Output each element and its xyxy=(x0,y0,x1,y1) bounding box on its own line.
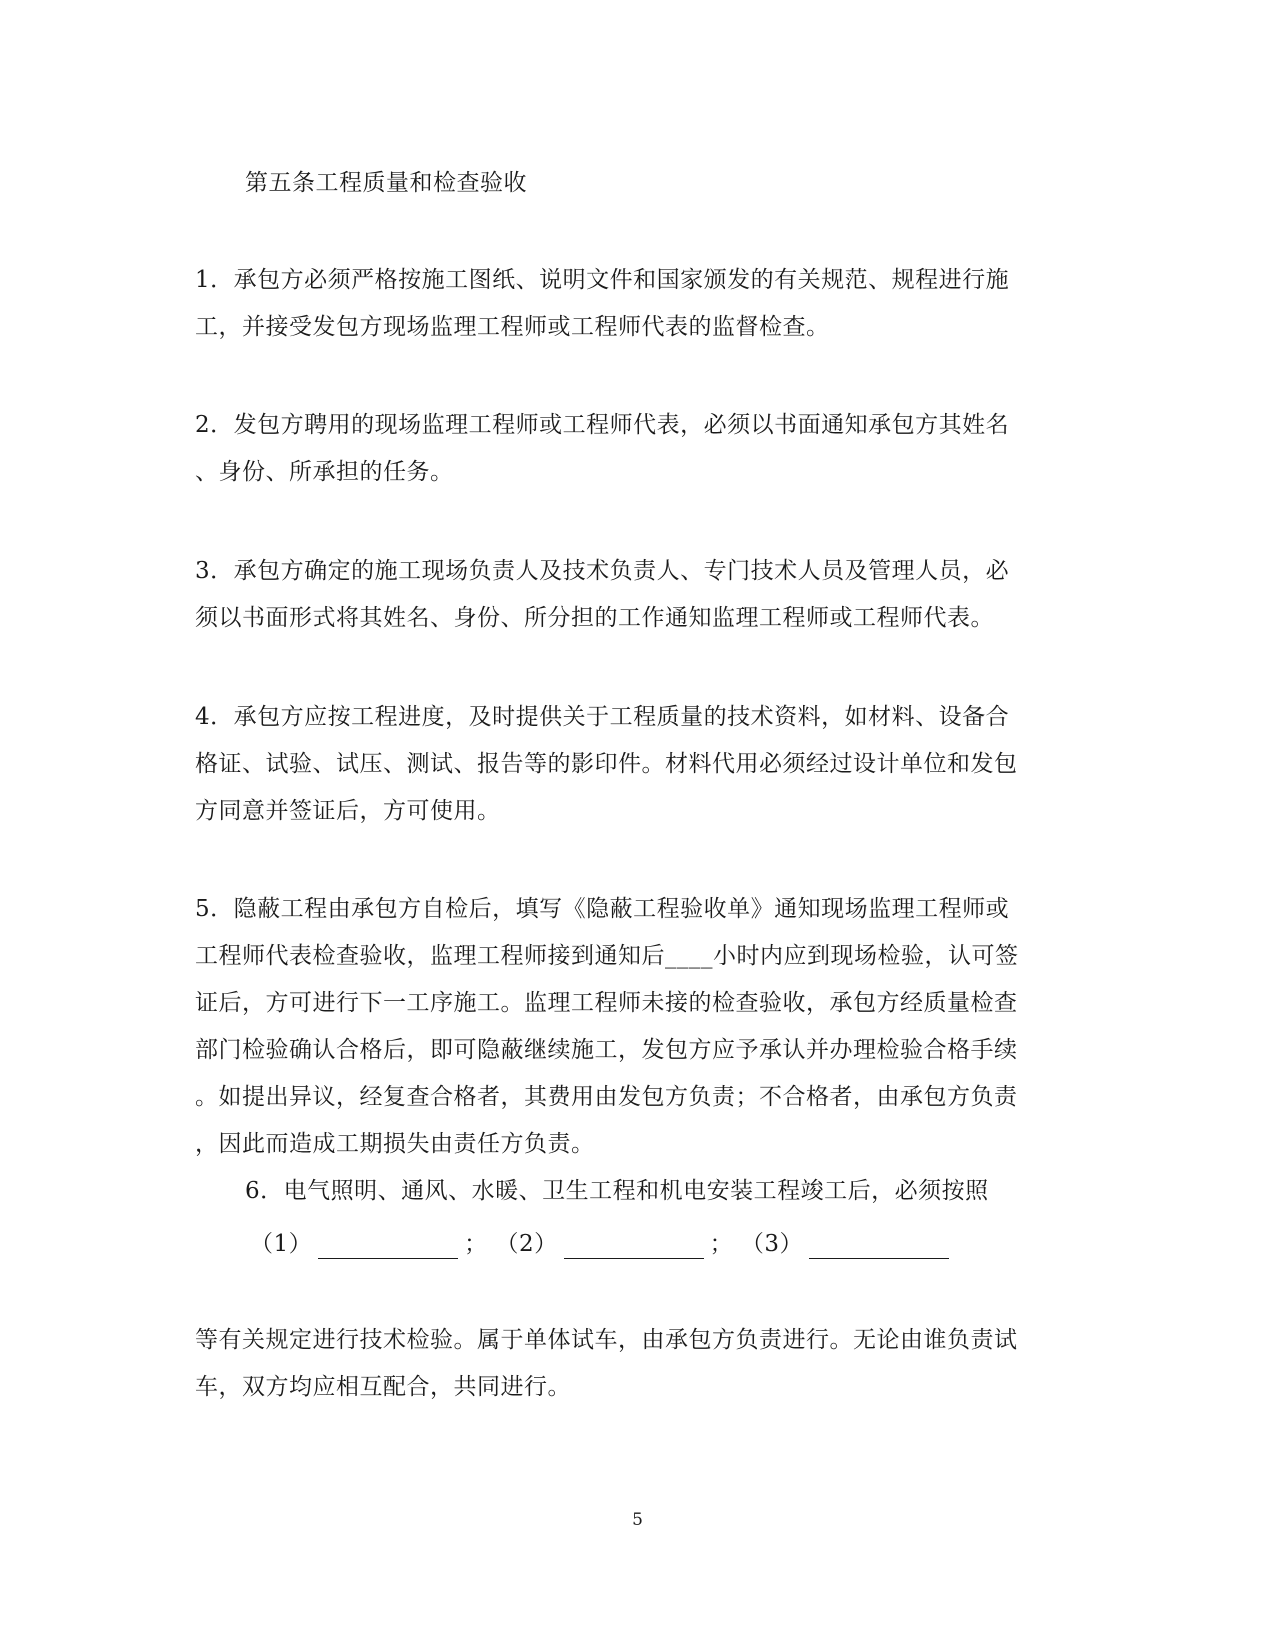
paragraph-6-line-2: 等有关规定进行技术检验。属于单体试车，由承包方负责进行。无论由谁负责试 xyxy=(195,1327,1018,1353)
paragraph-5-line-1: 5．隐蔽工程由承包方自检后，填写《隐蔽工程验收单》通知现场监理工程师或 xyxy=(195,896,1010,922)
blank-2-label: （2） xyxy=(495,1231,558,1257)
fill-in-blanks-row xyxy=(250,1229,955,1259)
paragraph-5-line-3: 证后，方可进行下一工序施工。监理工程师未接的检查验收，承包方经质量检查 xyxy=(195,990,1018,1016)
paragraph-5-line-2: 工程师代表检查验收，监理工程师接到通知后____小时内应到现场检验，认可签 xyxy=(195,943,1019,969)
paragraph-5-line-6: ，因此而造成工期损失由责任方负责。 xyxy=(195,1131,595,1157)
paragraph-1-line-1: 1．承包方必须严格按施工图纸、说明文件和国家颁发的有关规范、规程进行施 xyxy=(195,267,1010,293)
paragraph-3-line-1: 3．承包方确定的施工现场负责人及技术负责人、专门技术人员及管理人员，必 xyxy=(195,558,1010,584)
paragraph-4-line-2: 格证、试验、试压、测试、报告等的影印件。材料代用必须经过设计单位和发包 xyxy=(195,751,1018,777)
paragraph-1-line-2: 工，并接受发包方现场监理工程师或工程师代表的监督检查。 xyxy=(195,314,830,340)
blank-3-label: （3） xyxy=(740,1231,804,1257)
blank-2-field[interactable] xyxy=(564,1236,704,1259)
blank-separator-2: ； xyxy=(709,1231,734,1257)
blank-3-field[interactable] xyxy=(809,1236,949,1259)
section-heading: 第五条工程质量和检查验收 xyxy=(245,170,527,196)
blank-1-label: （1） xyxy=(250,1231,313,1257)
paragraph-2-line-2: 、身份、所承担的任务。 xyxy=(195,459,454,485)
paragraph-3-line-2: 须以书面形式将其姓名、身份、所分担的工作通知监理工程师或工程师代表。 xyxy=(195,605,994,631)
paragraph-5-line-4: 部门检验确认合格后，即可隐蔽继续施工，发包方应予承认并办理检验合格手续 xyxy=(195,1037,1018,1063)
blank-separator-1: ； xyxy=(464,1231,488,1257)
paragraph-2-line-1: 2．发包方聘用的现场监理工程师或工程师代表，必须以书面通知承包方其姓名 xyxy=(195,412,1010,438)
paragraph-6-line-3: 车，双方均应相互配合，共同进行。 xyxy=(195,1374,571,1400)
paragraph-5-line-5: 。如提出异议，经复查合格者，其费用由发包方负责；不合格者，由承包方负责 xyxy=(195,1084,1018,1110)
blank-1-field[interactable] xyxy=(318,1236,458,1259)
paragraph-4-line-1: 4．承包方应按工程进度，及时提供关于工程质量的技术资料，如材料、设备合 xyxy=(195,704,1010,730)
paragraph-4-line-3: 方同意并签证后，方可使用。 xyxy=(195,798,501,824)
paragraph-6-line-1: 6．电气照明、通风、水暖、卫生工程和机电安装工程竣工后，必须按照 xyxy=(245,1178,989,1204)
page-number: 5 xyxy=(632,1510,643,1530)
